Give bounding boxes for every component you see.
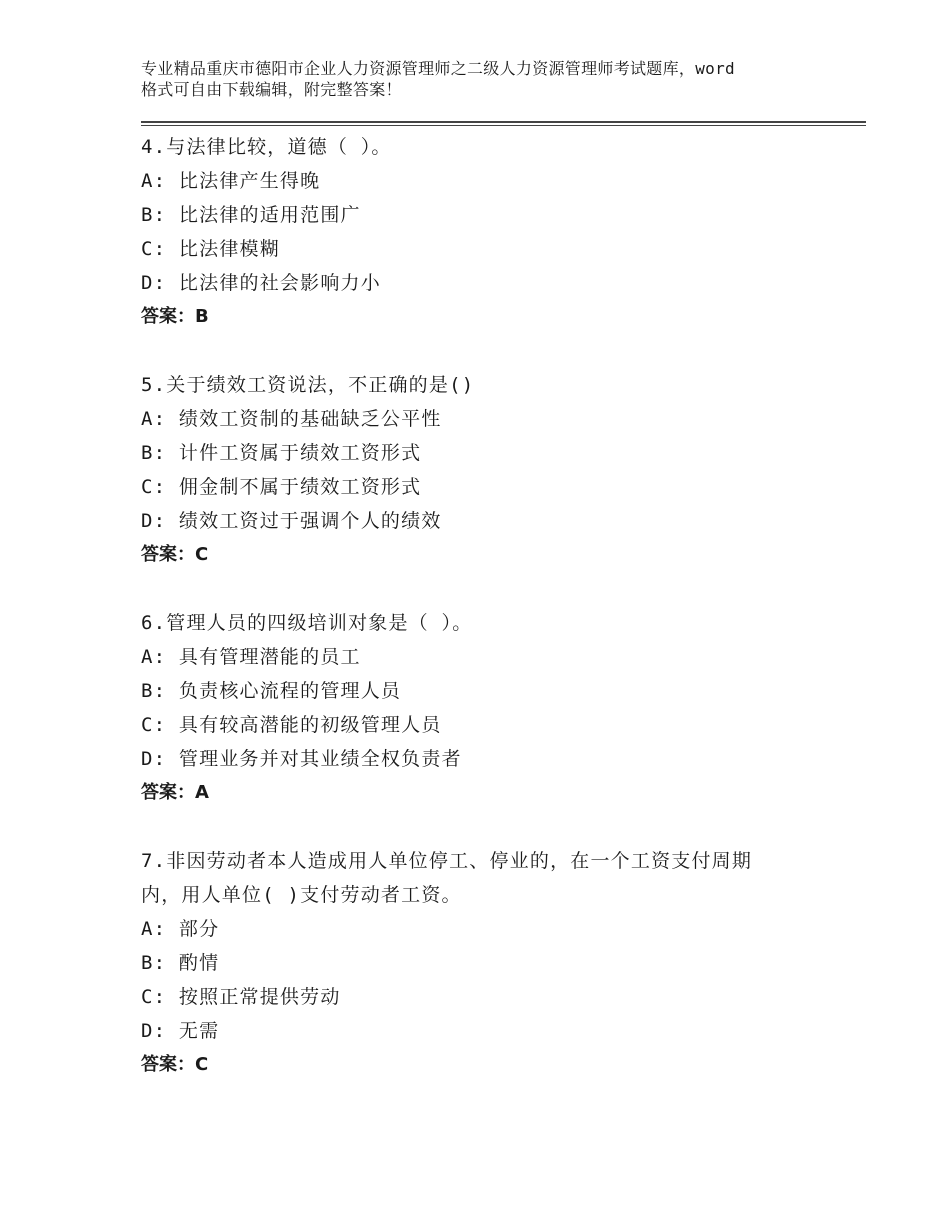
answer-label: 答案：C [141,1054,209,1075]
option-d: D: 绩效工资过于强调个人的绩效 [141,510,442,532]
option-d: D: 无需 [141,1020,220,1042]
answer-label: 答案：B [141,306,209,327]
option-c: C: 佣金制不属于绩效工资形式 [141,476,422,498]
question-spacer [141,810,831,844]
question-6 [141,606,831,810]
header-line-2: 格式可自由下载编辑，附完整答案！ [141,80,402,99]
document-header [141,58,841,100]
option-b: B: 负责核心流程的管理人员 [141,680,402,702]
question-stem-line-1: 7.非因劳动者本人造成用人单位停工、停业的，在一个工资支付周期 [141,850,753,872]
option-a: A: 比法律产生得晚 [141,170,321,192]
header-divider [141,121,866,126]
answer-label: 答案：A [141,782,209,803]
question-stem: 4.与法律比较，道德（ ）。 [141,136,392,158]
option-a: A: 具有管理潜能的员工 [141,646,361,668]
option-d: D: 管理业务并对其业绩全权负责者 [141,748,462,770]
option-c: C: 具有较高潜能的初级管理人员 [141,714,442,736]
answer-label: 答案：C [141,544,209,565]
question-5 [141,368,831,572]
option-b: B: 计件工资属于绩效工资形式 [141,442,422,464]
option-c: C: 按照正常提供劳动 [141,986,341,1008]
question-stem: 5.关于绩效工资说法，不正确的是() [141,374,475,396]
option-b: B: 酌情 [141,952,220,974]
question-7 [141,844,831,1082]
option-a: A: 绩效工资制的基础缺乏公平性 [141,408,442,430]
question-4 [141,130,831,334]
question-spacer [141,334,831,368]
option-b: B: 比法律的适用范围广 [141,204,361,226]
option-d: D: 比法律的社会影响力小 [141,272,381,294]
question-stem-line-2: 内，用人单位( )支付劳动者工资。 [141,884,462,906]
option-a: A: 部分 [141,918,220,940]
header-line-1: 专业精品重庆市德阳市企业人力资源管理师之二级人力资源管理师考试题库，word [141,59,735,78]
question-stem: 6.管理人员的四级培训对象是（ ）。 [141,612,473,634]
question-list [141,130,831,1082]
question-spacer [141,572,831,606]
option-c: C: 比法律模糊 [141,238,280,260]
